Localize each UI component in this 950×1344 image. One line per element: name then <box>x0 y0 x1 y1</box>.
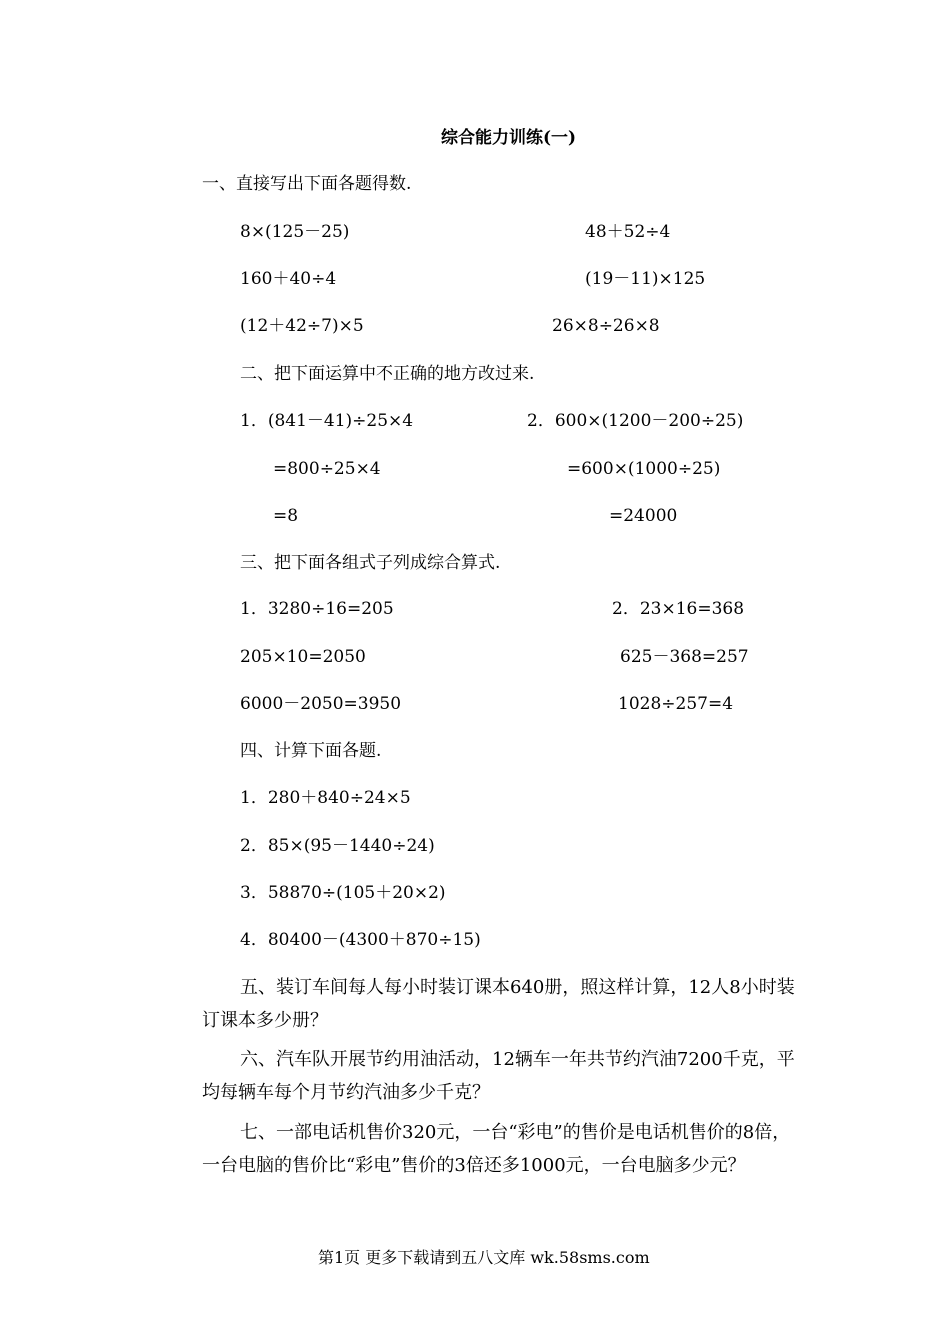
s1-item-3: 160＋40÷4 <box>240 269 337 289</box>
section-1-heading: 一、直接写出下面各题得数. <box>202 174 412 194</box>
s3-group-1-line-3: 6000－2050=3950 <box>240 694 402 714</box>
s1-item-6: 26×8÷26×8 <box>552 316 660 336</box>
s1-item-1: 8×(125－25) <box>240 222 350 242</box>
s4-item-4: 4．80400－(4300＋870÷15) <box>240 930 481 950</box>
s3-group-2-line-1: 2．23×16=368 <box>612 599 745 619</box>
section-6-problem: 六、汽车队开展节约用油活动，12辆车一年共节约汽油7200千克，平均每辆车每个月节约汽油多少千克？ <box>202 1049 795 1103</box>
s4-item-2: 2．85×(95－1440÷24) <box>240 836 435 856</box>
page-footer: 第1页 更多下载请到五八文库 wk.58sms.com <box>318 1248 650 1267</box>
s2-problem-2-line-2: =600×(1000÷25) <box>567 459 721 479</box>
page-title: 综合能力训练(一) <box>441 128 577 148</box>
section-3-heading: 三、把下面各组式子列成综合算式. <box>240 553 501 573</box>
section-5-problem: 五、装订车间每人每小时装订课本640册，照这样计算，12人8小时装订课本多少册？ <box>202 977 795 1031</box>
s2-problem-1-line-2: =800÷25×4 <box>273 459 381 479</box>
s3-group-2-line-3: 1028÷257=4 <box>618 694 734 714</box>
s1-item-4: (19－11)×125 <box>585 269 706 289</box>
s2-problem-1-line-3: =8 <box>273 506 299 526</box>
section-2-heading: 二、把下面运算中不正确的地方改过来. <box>240 364 535 384</box>
s2-problem-1-line-1: 1．(841－41)÷25×4 <box>240 411 414 431</box>
section-4-heading: 四、计算下面各题. <box>240 741 382 761</box>
s2-problem-2-line-3: =24000 <box>609 506 678 526</box>
s2-problem-2-line-1: 2．600×(1200－200÷25) <box>527 411 744 431</box>
s4-item-1: 1．280＋840÷24×5 <box>240 788 411 808</box>
s3-group-1-line-1: 1．3280÷16=205 <box>240 599 394 619</box>
s4-item-3: 3．58870÷(105＋20×2) <box>240 883 446 903</box>
s1-item-2: 48＋52÷4 <box>585 222 671 242</box>
s1-item-5: (12＋42÷7)×5 <box>240 316 364 336</box>
section-7-problem: 七、一部电话机售价320元，一台“彩电”的售价是电话机售价的8倍，一台电脑的售价比“彩电”售价的3倍还多1000元，一台电脑多少元？ <box>202 1122 791 1176</box>
s3-group-1-line-2: 205×10=2050 <box>240 647 366 667</box>
s3-group-2-line-2: 625－368=257 <box>620 647 749 667</box>
